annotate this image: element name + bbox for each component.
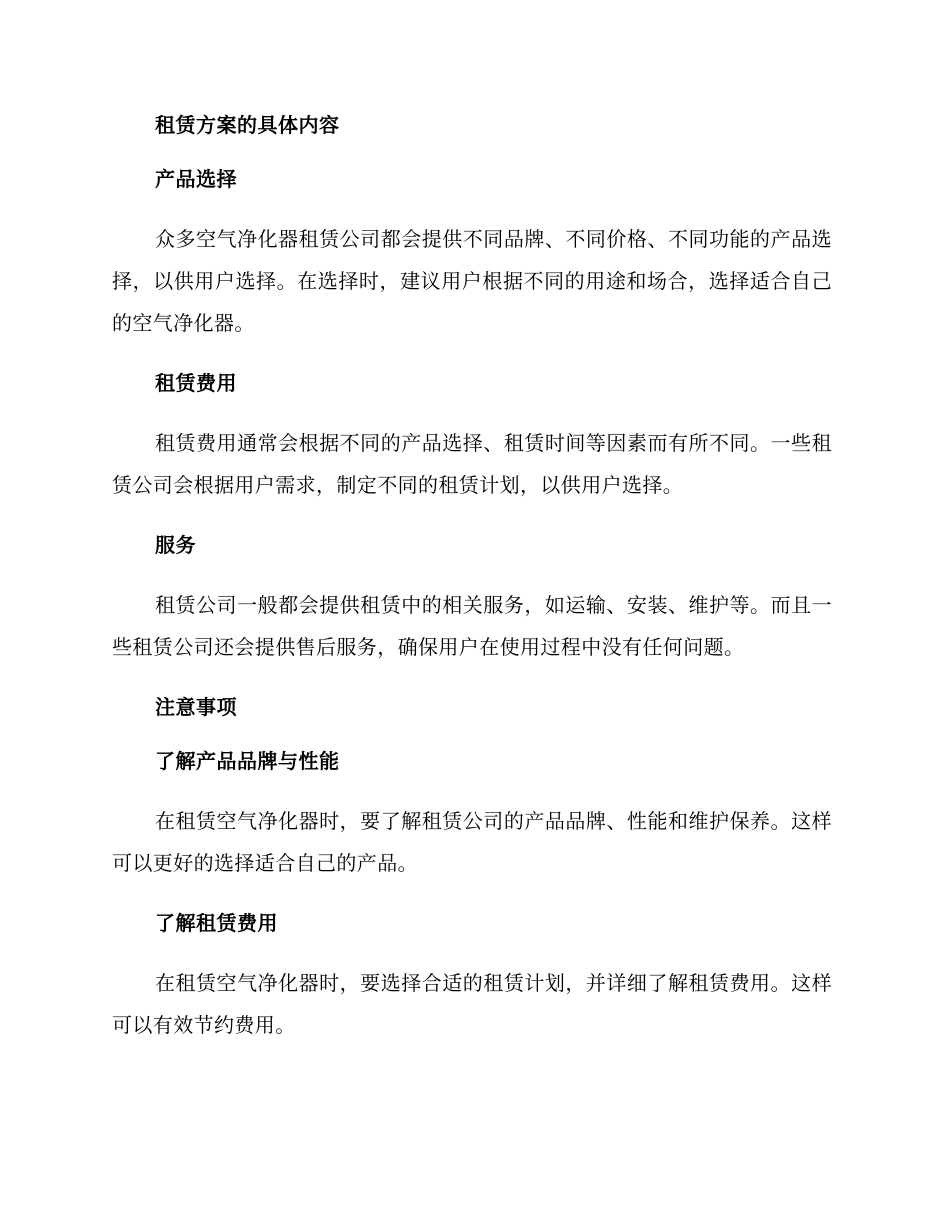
subheading-rental-cost: 租赁费用 bbox=[155, 371, 237, 395]
subheading-service: 服务 bbox=[155, 533, 196, 557]
document-body bbox=[112, 110, 832, 1046]
paragraph-rental-cost: 租赁费用通常会根据不同的产品选择、租赁时间等因素而有所不同。一些租赁公司会根据用户需求，制定不同的租赁计划，以供用户选择。 bbox=[112, 431, 832, 497]
subheading-product-selection: 产品选择 bbox=[155, 167, 237, 191]
paragraph-product-selection: 众多空气净化器租赁公司都会提供不同品牌、不同价格、不同功能的产品选择，以供用户选择。在选择时，建议用户根据不同的用途和场合，选择适合自己的空气净化器。 bbox=[112, 227, 832, 335]
section-heading-rental-plan: 租赁方案的具体内容 bbox=[155, 113, 340, 137]
paragraph-service: 租赁公司一般都会提供租赁中的相关服务，如运输、安装、维护等。而且一些租赁公司还会提供售后服务，确保用户在使用过程中没有任何问题。 bbox=[112, 593, 832, 659]
subheading-understand-cost: 了解租赁费用 bbox=[155, 911, 278, 935]
paragraph-brand-performance: 在租赁空气净化器时，要了解租赁公司的产品品牌、性能和维护保养。这样可以更好的选择适合自己的产品。 bbox=[112, 809, 832, 875]
paragraph-understand-cost: 在租赁空气净化器时，要选择合适的租赁计划，并详细了解租赁费用。这样可以有效节约费用。 bbox=[112, 971, 832, 1037]
section-heading-notes: 注意事项 bbox=[155, 695, 237, 719]
subheading-brand-performance: 了解产品品牌与性能 bbox=[155, 749, 340, 773]
